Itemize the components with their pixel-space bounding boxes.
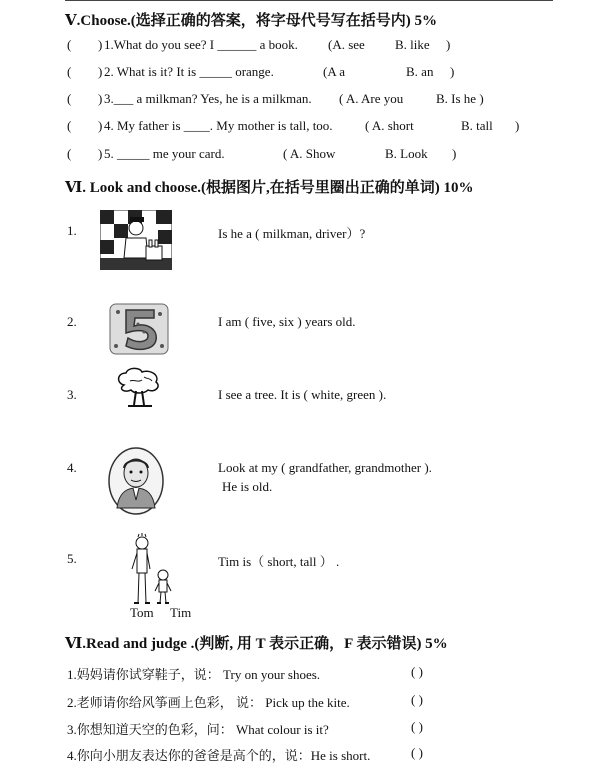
caption-tom: Tom bbox=[130, 605, 154, 620]
question-text: I see a tree. It is ( white, green ). bbox=[218, 387, 387, 402]
item-number: 3. bbox=[67, 387, 77, 402]
judge-statement: 2.老师请你给风筝画上色彩， 说： Pick up the kite. bbox=[67, 695, 350, 710]
option-b: B. Is he ) bbox=[436, 91, 484, 106]
question-text: Tim is（ short, tall ） . bbox=[218, 554, 340, 569]
question-text: Look at my ( grandfather, grandmother ). bbox=[218, 460, 432, 475]
item-number: 2. bbox=[67, 314, 77, 329]
answer-paren-open: ( bbox=[67, 118, 72, 133]
option-end: ) bbox=[450, 64, 455, 79]
judge-answer-paren: ( ) bbox=[411, 719, 423, 734]
option-end: ) bbox=[446, 37, 451, 52]
question-text: 4. My father is ____. My mother is tall, too. bbox=[104, 118, 333, 133]
question-text-line-2: He is old. bbox=[222, 479, 273, 494]
question-text: 3.___ a milkman? Yes, he is a milkman. bbox=[104, 91, 312, 106]
answer-paren-open: ( bbox=[67, 64, 72, 79]
option-b: B. Look bbox=[385, 146, 428, 161]
question-text: 5. _____ me your card. bbox=[104, 146, 225, 161]
item-number: 5. bbox=[67, 551, 77, 566]
answer-paren-open: ( bbox=[67, 37, 72, 52]
judge-statement: 4.你向小朋友表达你的爸爸是高个的，说：He is short. bbox=[67, 748, 371, 763]
grandfather-picture bbox=[107, 446, 165, 516]
section-7-heading: Ⅵ.Read and judge .(判断, 用 T 表示正确，F 表示错误) 5% bbox=[65, 636, 448, 652]
tree-picture bbox=[114, 367, 164, 409]
option-b: B. an bbox=[406, 64, 434, 79]
option-a: (A. see bbox=[328, 37, 365, 52]
caption-tim: Tim bbox=[170, 605, 192, 620]
milkman-picture bbox=[100, 210, 172, 270]
option-end: ) bbox=[452, 146, 457, 161]
option-end: ) bbox=[515, 118, 520, 133]
top-rule bbox=[65, 0, 553, 1]
answer-paren-close: ) bbox=[98, 118, 103, 133]
option-a: ( A. short bbox=[365, 118, 414, 133]
option-b: B. tall bbox=[461, 118, 493, 133]
judge-answer-paren: ( ) bbox=[411, 745, 423, 760]
tom-and-tim-picture bbox=[128, 533, 176, 607]
answer-paren-open: ( bbox=[67, 91, 72, 106]
judge-answer-paren: ( ) bbox=[411, 664, 423, 679]
option-a: (A a bbox=[323, 64, 346, 79]
option-a: ( A. Are you bbox=[339, 91, 404, 106]
answer-paren-open: ( bbox=[67, 146, 72, 161]
option-a: ( A. Show bbox=[283, 146, 336, 161]
number-five-picture bbox=[108, 302, 170, 356]
option-b: B. like bbox=[395, 37, 430, 52]
judge-answer-paren: ( ) bbox=[411, 692, 423, 707]
answer-paren-close: ) bbox=[98, 91, 103, 106]
answer-paren-close: ) bbox=[98, 146, 103, 161]
answer-paren-close: ) bbox=[98, 64, 103, 79]
item-number: 1. bbox=[67, 223, 77, 238]
question-text: 1.What do you see? I ______ a book. bbox=[104, 37, 298, 52]
question-text: I am ( five, six ) years old. bbox=[218, 314, 356, 329]
item-number: 4. bbox=[67, 460, 77, 475]
section-5-heading: Ⅴ.Choose.(选择正确的答案，将字母代号写在括号内) 5% bbox=[65, 13, 438, 29]
judge-statement: 1.妈妈请你试穿鞋子，说： Try on your shoes. bbox=[67, 667, 321, 682]
question-text: Is he a ( milkman, driver）? bbox=[218, 226, 366, 241]
answer-paren-close: ) bbox=[98, 37, 103, 52]
judge-statement: 3.你想知道天空的色彩，问： What colour is it? bbox=[67, 722, 329, 737]
section-6-heading: Ⅵ. Look and choose.(根据图片,在括号里圈出正确的单词) 10% bbox=[65, 180, 474, 196]
question-text: 2. What is it? It is _____ orange. bbox=[104, 64, 274, 79]
